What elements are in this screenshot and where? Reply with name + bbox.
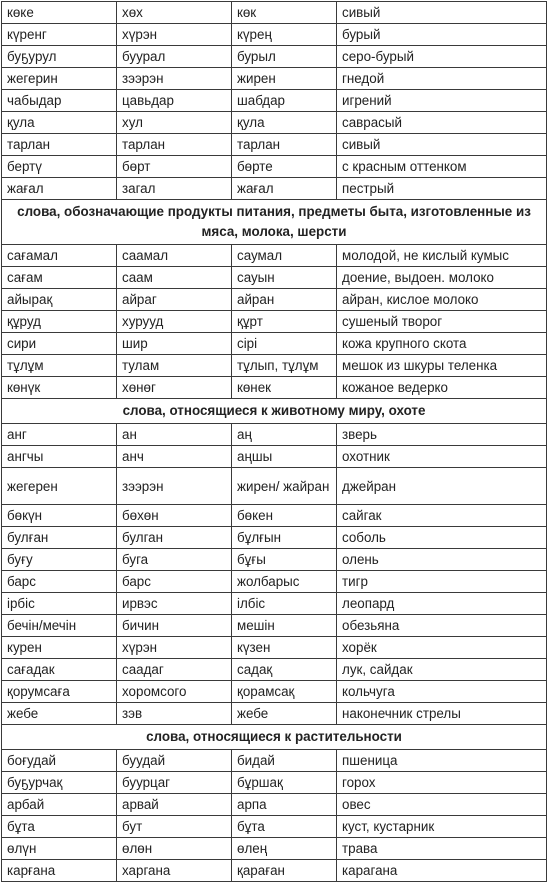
vocabulary-table <box>1 1 547 882</box>
word-kazakh-cell: бұғы <box>232 549 337 571</box>
word-russian-cell: овес <box>337 794 547 816</box>
word-kazakh-cell: арпа <box>232 794 337 816</box>
word-mongolian-cell: буга <box>117 549 232 571</box>
word-kazakh-cell: қараған <box>232 860 337 882</box>
word-mongolian-cell: шир <box>117 333 232 355</box>
word-mongolian-cell: буурал <box>117 46 232 68</box>
word-russian-cell: молодой, не кислый кумыс <box>337 245 547 267</box>
word-old-turkic-cell: ангчы <box>2 446 117 468</box>
table-row <box>2 549 547 571</box>
word-kazakh-cell: саумал <box>232 245 337 267</box>
word-russian-cell: охотник <box>337 446 547 468</box>
word-mongolian-cell: зэв <box>117 703 232 725</box>
word-mongolian-cell: хул <box>117 112 232 134</box>
table-row <box>2 860 547 882</box>
table-row <box>2 838 547 860</box>
word-kazakh-cell: құрт <box>232 311 337 333</box>
word-mongolian-cell: ирвэс <box>117 593 232 615</box>
word-russian-cell: соболь <box>337 527 547 549</box>
table-row <box>2 134 547 156</box>
word-russian-cell: игрений <box>337 90 547 112</box>
word-old-turkic-cell: өлүн <box>2 838 117 860</box>
word-old-turkic-cell: чабыдар <box>2 90 117 112</box>
word-mongolian-cell: ан <box>117 424 232 446</box>
table-row <box>2 681 547 703</box>
table-row <box>2 750 547 772</box>
word-old-turkic-cell: жегерин <box>2 68 117 90</box>
word-old-turkic-cell: карғана <box>2 860 117 882</box>
word-mongolian-cell: барс <box>117 571 232 593</box>
table-row <box>2 468 547 505</box>
word-russian-cell: пестрый <box>337 178 547 200</box>
word-old-turkic-cell: күренг <box>2 24 117 46</box>
table-row <box>2 68 547 90</box>
word-mongolian-cell: хөнөг <box>117 377 232 399</box>
word-old-turkic-cell: сағадак <box>2 659 117 681</box>
word-russian-cell: наконечник стрелы <box>337 703 547 725</box>
word-kazakh-cell: жирен/ жайран <box>232 468 337 505</box>
word-mongolian-cell: бут <box>117 816 232 838</box>
word-old-turkic-cell: сағамал <box>2 245 117 267</box>
word-kazakh-cell: тарлан <box>232 134 337 156</box>
word-mongolian-cell: цавьдар <box>117 90 232 112</box>
word-mongolian-cell: булган <box>117 527 232 549</box>
word-kazakh-cell: жирен <box>232 68 337 90</box>
word-kazakh-cell: жағал <box>232 178 337 200</box>
section-header: слова, относящиеся к животному миру, охоте <box>2 399 547 424</box>
table-row <box>2 637 547 659</box>
word-mongolian-cell: бичин <box>117 615 232 637</box>
word-russian-cell: зверь <box>337 424 547 446</box>
word-old-turkic-cell: сағам <box>2 267 117 289</box>
word-russian-cell: обезьяна <box>337 615 547 637</box>
word-kazakh-cell: бұта <box>232 816 337 838</box>
word-kazakh-cell: бидай <box>232 750 337 772</box>
word-kazakh-cell: күзен <box>232 637 337 659</box>
table-row <box>2 311 547 333</box>
word-russian-cell: тигр <box>337 571 547 593</box>
word-mongolian-cell: хоромсого <box>117 681 232 703</box>
word-kazakh-cell: садақ <box>232 659 337 681</box>
word-mongolian-cell: саадаг <box>117 659 232 681</box>
word-old-turkic-cell: тарлан <box>2 134 117 156</box>
word-mongolian-cell: загал <box>117 178 232 200</box>
table-row <box>2 816 547 838</box>
table-row <box>2 355 547 377</box>
word-old-turkic-cell: көнүк <box>2 377 117 399</box>
word-kazakh-cell: сауын <box>232 267 337 289</box>
word-mongolian-cell: саамал <box>117 245 232 267</box>
word-kazakh-cell: өлең <box>232 838 337 860</box>
word-kazakh-cell: аң <box>232 424 337 446</box>
word-old-turkic-cell: жегерен <box>2 468 117 505</box>
word-mongolian-cell: зээрэн <box>117 468 232 505</box>
word-kazakh-cell: айран <box>232 289 337 311</box>
word-old-turkic-cell: тұлұм <box>2 355 117 377</box>
word-russian-cell: с красным оттенком <box>337 156 547 178</box>
word-mongolian-cell: бөрт <box>117 156 232 178</box>
word-kazakh-cell: бұлғын <box>232 527 337 549</box>
word-russian-cell: лук, сайдак <box>337 659 547 681</box>
table-row <box>2 2 547 24</box>
word-old-turkic-cell: курен <box>2 637 117 659</box>
word-old-turkic-cell: айырақ <box>2 289 117 311</box>
word-mongolian-cell: тарлан <box>117 134 232 156</box>
table-row <box>2 505 547 527</box>
word-russian-cell: сайгак <box>337 505 547 527</box>
word-russian-cell: куст, кустарник <box>337 816 547 838</box>
word-kazakh-cell: тұлып, тұлұм <box>232 355 337 377</box>
word-kazakh-cell: көнек <box>232 377 337 399</box>
word-russian-cell: доение, выдоен. молоко <box>337 267 547 289</box>
table-row <box>2 446 547 468</box>
table-row <box>2 90 547 112</box>
word-old-turkic-cell: анг <box>2 424 117 446</box>
table-row <box>2 571 547 593</box>
table-row <box>2 178 547 200</box>
word-russian-cell: хорёк <box>337 637 547 659</box>
table-row <box>2 794 547 816</box>
table-row <box>2 267 547 289</box>
word-old-turkic-cell: қула <box>2 112 117 134</box>
vocabulary-table-body <box>2 2 547 882</box>
table-row <box>2 424 547 446</box>
table-row <box>2 289 547 311</box>
word-old-turkic-cell: булған <box>2 527 117 549</box>
section-header-row <box>2 725 547 750</box>
table-row <box>2 615 547 637</box>
word-mongolian-cell: хөх <box>117 2 232 24</box>
word-russian-cell: мешок из шкуры теленка <box>337 355 547 377</box>
word-old-turkic-cell: қорумсаға <box>2 681 117 703</box>
word-russian-cell: кожаное ведерко <box>337 377 547 399</box>
word-kazakh-cell: ілбіс <box>232 593 337 615</box>
table-row <box>2 24 547 46</box>
word-mongolian-cell: хурууд <box>117 311 232 333</box>
word-old-turkic-cell: бертү <box>2 156 117 178</box>
table-row <box>2 112 547 134</box>
word-russian-cell: кожа крупного скота <box>337 333 547 355</box>
section-header: слова, обозначающие продукты питания, предметы быта, изготовленные из мяса, молока, шерсти <box>2 200 547 245</box>
table-row <box>2 703 547 725</box>
word-mongolian-cell: харгана <box>117 860 232 882</box>
section-header-row <box>2 399 547 424</box>
word-mongolian-cell: айраг <box>117 289 232 311</box>
table-row <box>2 156 547 178</box>
word-mongolian-cell: анч <box>117 446 232 468</box>
word-russian-cell: бурый <box>337 24 547 46</box>
word-russian-cell: леопард <box>337 593 547 615</box>
table-row <box>2 593 547 615</box>
word-kazakh-cell: жебе <box>232 703 337 725</box>
word-russian-cell: сивый <box>337 134 547 156</box>
word-kazakh-cell: көк <box>232 2 337 24</box>
word-russian-cell: джейран <box>337 468 547 505</box>
word-russian-cell: гнедой <box>337 68 547 90</box>
word-kazakh-cell: жолбарыс <box>232 571 337 593</box>
word-mongolian-cell: буурцаг <box>117 772 232 794</box>
table-row <box>2 333 547 355</box>
word-kazakh-cell: мешін <box>232 615 337 637</box>
word-mongolian-cell: өлөн <box>117 838 232 860</box>
word-russian-cell: саврасый <box>337 112 547 134</box>
word-old-turkic-cell: бечін/мечін <box>2 615 117 637</box>
word-russian-cell: карагана <box>337 860 547 882</box>
word-old-turkic-cell: бөкүн <box>2 505 117 527</box>
word-kazakh-cell: сірі <box>232 333 337 355</box>
table-row <box>2 46 547 68</box>
word-mongolian-cell: хүрэн <box>117 24 232 46</box>
word-russian-cell: айран, кислое молоко <box>337 289 547 311</box>
word-old-turkic-cell: буғу <box>2 549 117 571</box>
section-header-row <box>2 200 547 245</box>
word-kazakh-cell: қула <box>232 112 337 134</box>
word-russian-cell: серо-бурый <box>337 46 547 68</box>
word-old-turkic-cell: жағал <box>2 178 117 200</box>
word-old-turkic-cell: бұта <box>2 816 117 838</box>
word-russian-cell: олень <box>337 549 547 571</box>
word-old-turkic-cell: жебе <box>2 703 117 725</box>
word-russian-cell: пшеница <box>337 750 547 772</box>
word-old-turkic-cell: құруд <box>2 311 117 333</box>
word-mongolian-cell: саам <box>117 267 232 289</box>
word-kazakh-cell: күрең <box>232 24 337 46</box>
word-kazakh-cell: бөрте <box>232 156 337 178</box>
table-row <box>2 245 547 267</box>
word-mongolian-cell: арвай <box>117 794 232 816</box>
word-mongolian-cell: тулам <box>117 355 232 377</box>
word-russian-cell: сушеный творог <box>337 311 547 333</box>
word-kazakh-cell: қорамсақ <box>232 681 337 703</box>
table-row <box>2 377 547 399</box>
word-old-turkic-cell: арбай <box>2 794 117 816</box>
word-old-turkic-cell: буҕурул <box>2 46 117 68</box>
word-russian-cell: трава <box>337 838 547 860</box>
word-old-turkic-cell: сири <box>2 333 117 355</box>
word-mongolian-cell: зээрэн <box>117 68 232 90</box>
word-mongolian-cell: буудай <box>117 750 232 772</box>
table-row <box>2 772 547 794</box>
word-old-turkic-cell: көке <box>2 2 117 24</box>
word-old-turkic-cell: ірбіс <box>2 593 117 615</box>
word-mongolian-cell: хүрэн <box>117 637 232 659</box>
word-russian-cell: горох <box>337 772 547 794</box>
word-old-turkic-cell: буҕурчақ <box>2 772 117 794</box>
word-kazakh-cell: бурыл <box>232 46 337 68</box>
section-header: слова, относящиеся к растительности <box>2 725 547 750</box>
word-old-turkic-cell: барс <box>2 571 117 593</box>
word-kazakh-cell: шабдар <box>232 90 337 112</box>
table-row <box>2 659 547 681</box>
word-russian-cell: сивый <box>337 2 547 24</box>
table-row <box>2 527 547 549</box>
word-kazakh-cell: бөкен <box>232 505 337 527</box>
word-kazakh-cell: бұршақ <box>232 772 337 794</box>
word-russian-cell: кольчуга <box>337 681 547 703</box>
word-kazakh-cell: аңшы <box>232 446 337 468</box>
word-mongolian-cell: бөхөн <box>117 505 232 527</box>
word-old-turkic-cell: боғудай <box>2 750 117 772</box>
